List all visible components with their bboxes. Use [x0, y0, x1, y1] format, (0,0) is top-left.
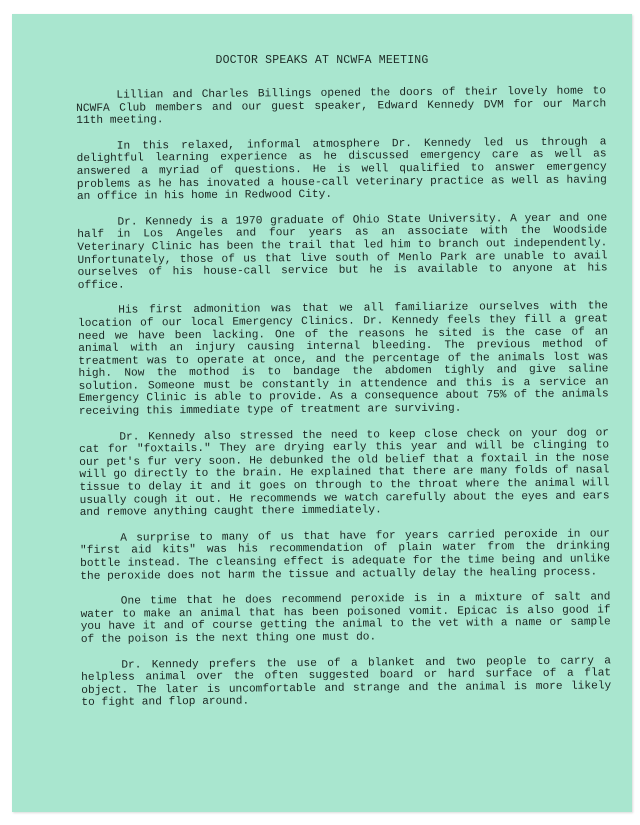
- paragraph-intro: Lillian and Charles Billings opened the doors of their lovely home to NCWFA Club members and our guest speaker, Edward Kennedy DVM for our March 11th meeting.: [76, 85, 607, 128]
- paragraph-background: Dr. Kennedy is a 1970 graduate of Ohio State University. A year and one half in Los Angeles and four years as an associate with the Woodside Veterinary Clinic has been the trail that led him to branch out independently. Unfortunately, those of us that live south of Menlo Park are unable to avail ourselves of his house-call service but he is available to anyone at his office.: [77, 212, 608, 292]
- paragraph-atmosphere: In this relaxed, informal atmosphere Dr. Kennedy led us through a delightful learning experience as he discussed emergency care as well as answered a myriad of questions. He is well qualified to answer emergency problems as he has inovated a house-call veterinary practice as well as having an office in his home in Redwood City.: [76, 136, 607, 204]
- document-page: [12, 14, 632, 812]
- paragraph-poison: One time that he does recommend peroxide is in a mixture of salt and water to make an animal that has been poisoned vomit. Epicac is also good if you have it and of course getting the animal to the vet with a name or sample of the poison is the next thing one must do.: [80, 591, 611, 646]
- paragraph-peroxide: A surprise to many of us that have for years carried peroxide in our "first aid kits" was his recommendation of plain water from the drinking bottle instead. The cleansing effect is adequate for the time being and unlike the peroxide does not harm the tissue and actually delay the healing process.: [79, 528, 611, 583]
- article-body: [76, 85, 612, 723]
- page-title: DOCTOR SPEAKS AT NCWFA MEETING: [215, 54, 429, 67]
- paragraph-foxtails: Dr. Kennedy also stressed the need to keep close check on your dog or cat for "foxtails." They are drying early this year and will be clinging to our pet's fur very soon. He debunked the old belief that a foxtail in the nose will go directly to the brain. He explained that there are many folds of nasal tissue to delay it and it goes on through to the throat where the animal will usually cough it out. He recommends we watch carefully about the eyes and ears and remove anything caught there immediately.: [79, 427, 610, 520]
- paragraph-emergency-clinics: His first admonition was that we all familiarize ourselves with the location of our local Emergency Clinics. Dr. Kennedy feels they fill a great need we have been lacking. One of the reasons he sited is the case of an animal with an injury causing internal bleeding. The previous method of treatment was to operate at once, and the percentage of the animals lost was high. Now the mothod is to bandage the abdomen tighly and give saline solution. Someone must be constantly in attendence and this is a service an Emergency Clinic is able to provide. As a consequence about 75% of the animals receiving this immediate type of treatment are surviving.: [77, 300, 609, 419]
- paragraph-blanket: Dr. Kennedy prefers the use of a blanket and two people to carry a helpless animal over the often suggested board or hard surface of a flat object. The later is uncomfortable and strange and the animal is more likely to fight and flop around.: [81, 654, 612, 710]
